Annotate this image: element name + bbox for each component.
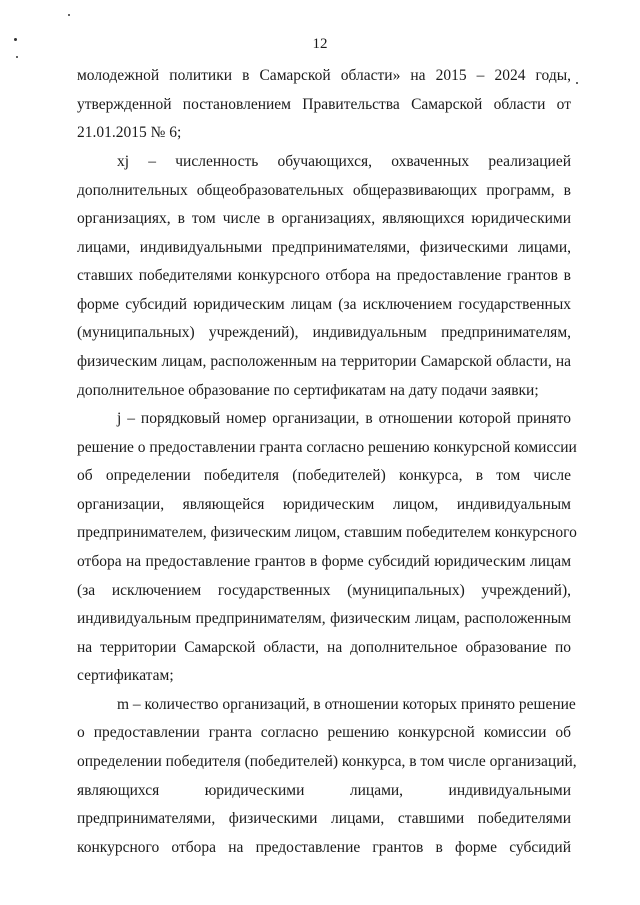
text-line: дополнительное образование по сертификатам на дату подачи заявки; [77,382,539,399]
text-line: физическим лицам, расположенным на территории Самарской области, на [77,353,571,370]
text-line: на территории Самарской области, на дополнительное образование по [77,639,571,656]
scan-speck [576,82,578,84]
text-line: конкурсного отбора на предоставление грантов в форме субсидий [77,839,571,856]
scan-speck [16,56,18,58]
text-line: (муниципальных) учреждений), индивидуальным предпринимателям, [77,324,571,341]
text-line: форме субсидий юридическим лицам (за исключением государственных [77,296,571,313]
text-line: организации, являющейся юридическим лицом, индивидуальным [77,496,571,513]
text-line: о предоставлении гранта согласно решению конкурсной комиссии об [77,724,571,741]
text-line: ставших победителями конкурсного отбора на предоставление грантов в [77,267,571,284]
text-line: m – количество организаций, в отношении которых принято решение [117,696,576,713]
text-line: (за исключением государственных (муниципальных) учреждений), [77,582,571,599]
text-line: индивидуальным предпринимателям, физическим лицам, расположенным [77,610,571,627]
text-line: предпринимателями, физическими лицами, ставшими победителями [77,810,571,827]
text-line: сертификатам; [77,667,174,684]
text-line: об определении победителя (победителей) конкурса, в том числе [77,467,571,484]
text-line: 21.01.2015 № 6; [77,124,182,141]
text-line: определении победителя (победителей) конкурса, в том числе организаций, [77,753,577,770]
text-line: утвержденной постановлением Правительства Самарской области от [77,96,571,113]
text-line: дополнительных общеобразовательных общеразвивающих программ, в [77,182,571,199]
text-line: решение о предоставлении гранта согласно решению конкурсной комиссии [77,439,577,456]
text-line: предпринимателем, физическим лицом, ставшим победителем конкурсного [77,524,577,541]
text-line: отбора на предоставление грантов в форме субсидий юридическим лицам [77,553,571,570]
text-line: молодежной политики в Самарской области» на 2015 – 2024 годы, [77,67,571,84]
text-line: j – порядковый номер организации, в отношении которой принято [117,410,571,427]
scan-speck [68,14,70,16]
text-line: xj – численность обучающихся, охваченных реализацией [117,153,571,170]
page-number: 12 [312,36,328,52]
text-line: лицами, индивидуальными предпринимателями, физическими лицами, [77,239,571,256]
text-line: организациях, в том числе в организациях, являющихся юридическими [77,210,571,227]
text-line: являющихся юридическими лицами, индивидуальными [77,782,571,799]
